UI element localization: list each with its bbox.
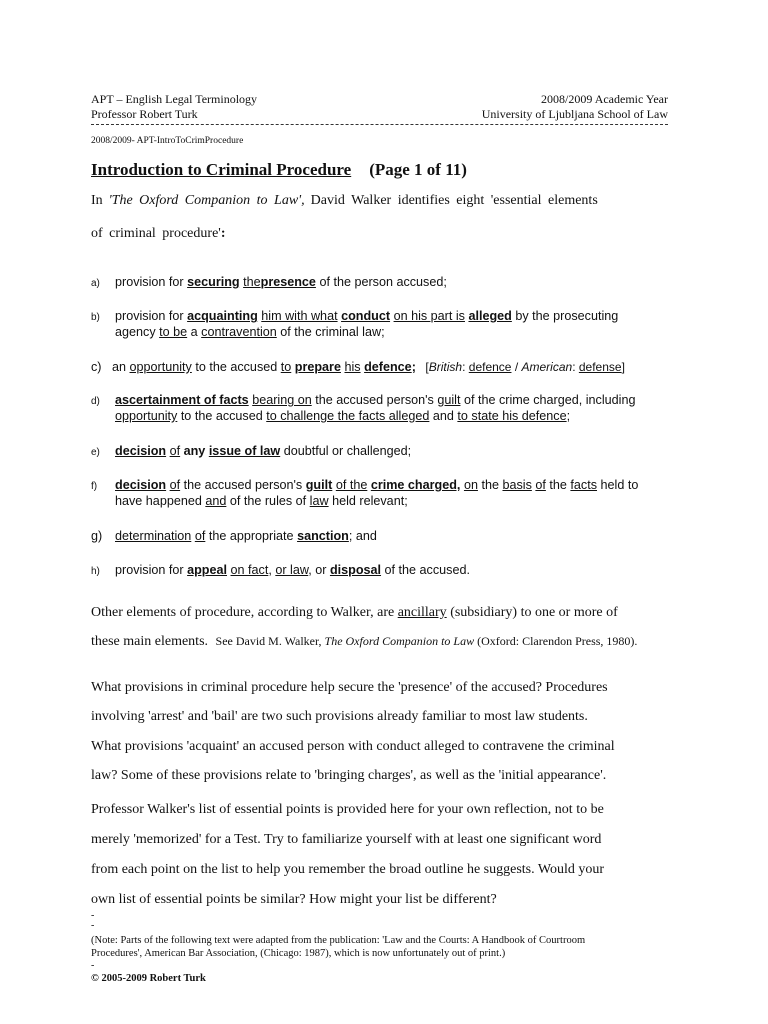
university-name: University of Ljubljana School of Law — [481, 107, 668, 121]
paragraph-ancillary-line-2: these main elements. See David M. Walker, The Oxford Companion to Law (Oxford: Clarendon Press, 1980). — [91, 634, 638, 649]
note-line-2: Procedures', American Bar Association, (Chicago: 1987), which is now unfortunately out of print.) — [91, 948, 506, 959]
header-divider — [91, 124, 668, 125]
paragraph-reflection-line-4: own list of essential points be similar? How might your list be different? — [91, 892, 497, 907]
paragraph-ancillary-line-1: Other elements of procedure, according to Walker, are ancillary (subsidiary) to one or more of — [91, 605, 618, 620]
book-title: 'The Oxford Companion to Law', — [108, 193, 305, 208]
note-line-1: (Note: Parts of the following text were adapted from the publication: 'Law and the Courts: A Handbook of Courtroom — [91, 935, 586, 946]
paragraph-reflection-line-3: from each point on the list to help you remember the broad outline he suggests. Would your — [91, 862, 605, 877]
separator-mark: - — [91, 910, 95, 921]
paragraph-provisions-line-1: What provisions in criminal procedure help secure the 'presence' of the accused? Procedures — [91, 680, 608, 695]
paragraph-reflection-line-2: merely 'memorized' for a Test. Try to familiarize yourself with at least one significant word — [91, 832, 602, 847]
paragraph-provisions-line-4: law? Some of these provisions relate to 'bringing charges', as well as the 'initial appearance'. — [91, 768, 607, 783]
intro-line-1: In 'The Oxford Companion to Law', David Walker identifies eight 'essential elements — [91, 193, 598, 208]
professor-name: Professor Robert Turk — [91, 107, 198, 121]
separator-mark: - — [91, 920, 95, 931]
copyright: © 2005-2009 Robert Turk — [91, 973, 206, 984]
separator-mark: - — [91, 960, 95, 971]
file-reference: 2008/2009- APT-IntroToCrimProcedure — [91, 136, 244, 146]
title-main: Introduction to Criminal Procedure — [91, 160, 352, 179]
paragraph-provisions-line-2: involving 'arrest' and 'bail' are two such provisions already familiar to most law students. — [91, 709, 588, 724]
paragraph-provisions-line-3: What provisions 'acquaint' an accused person with conduct alleged to contravene the criminal — [91, 739, 615, 754]
academic-year: 2008/2009 Academic Year — [541, 92, 668, 106]
document-page: APT – English Legal Terminology 2008/2009 Academic Year Professor Robert Turk University of Ljubljana School of Law 2008/2009- APT-IntroToCrimProcedure Introduction to Criminal Procedure (Page 1 of 11) In 'The Oxford Companion to Law', David Walker identifies eight 'essential elements of criminal procedure': a) provision for securing thepresence of the person accused; b) provision for acquainting him with what conduct on his part is alleged by the prosecuting agency to be a contravention of the criminal law; c) an opportunity to the accused to prepare his defence; [British: defence / American: defense] d) ascertainment of facts bearing on the accused person's guilt of the crime charged, including opportunity to the accused to challenge the facts alleged and to state his defence; e) decision of any issue of law doubtful or challenged; f) decision of the accused person's guilt of the crime charged, on the basis of the facts held to have happened and of the rules of law held relevant; g) determination of the appropriate sanction; and h) provision for appeal on fact, or law, or disposal of the accused. Other elements of procedure, according to Walker, are ancillary (subsidiary) to one or more of these main elements. See David M. Walker, The Oxford Companion to Law (Oxford: Clarendon Press, 1980). What provisions in criminal procedure help secure the 'presence' of the accused? Procedures involving 'arrest' and 'bail' are two such provisions already familiar to most law students. What provisions 'acquaint' an accused person with conduct alleged to contravene the criminal law? Some of these provisions relate to 'bringing charges', as well as the 'initial appearance'. Professor Walker's list of essential points is provided here for your own reflection, not to be merely 'memorized' for a Test. Try to familiarize yourself with at least one significant word from each point on the list to help you remember the broad outline he suggests. Would your own list of essential points be similar? How might your list be different? - - (Note: Parts of the following text were adapted from the publication: 'Law and the Courts: A Handbook of Courtroom Procedures', American Bar Association, (Chicago: 1987), which is now unfortunately out of print.) - © 2005-2009 Robert Turk — [0, 0, 768, 1024]
page-title — [91, 160, 467, 180]
course-title: APT – English Legal Terminology — [91, 92, 258, 106]
intro-line-2: of criminal procedure': — [91, 226, 226, 241]
paragraph-reflection-line-1: Professor Walker's list of essential points is provided here for your own reflection, not to be — [91, 802, 604, 817]
title-page-count: (Page 1 of 11) — [369, 160, 467, 179]
book-citation: The Oxford Companion to Law — [324, 634, 475, 648]
